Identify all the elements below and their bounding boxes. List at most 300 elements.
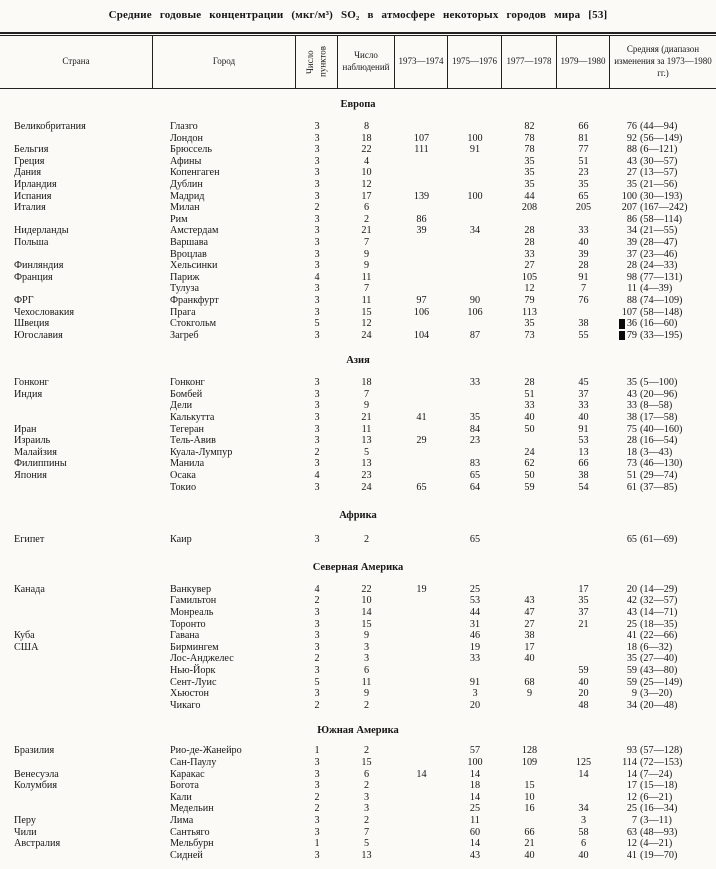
average-cell <box>610 642 716 654</box>
country-cell: Бразилия <box>14 745 55 757</box>
average-value: 35 <box>626 377 637 389</box>
value-1979-1980-cell <box>557 214 610 226</box>
table-row <box>0 283 716 295</box>
average-cell <box>610 677 716 689</box>
observations-cell: 15 <box>361 306 372 318</box>
average-range: (72—153) <box>640 756 683 768</box>
points-cell: 3 <box>314 400 320 412</box>
observations-cell: 7 <box>363 826 370 838</box>
average-value: 7 <box>631 814 637 826</box>
average-value: 35 <box>626 178 637 190</box>
value-1979-1980-cell <box>557 745 610 757</box>
value-1977-1978-cell: 27 <box>524 260 535 272</box>
average-value: 11 <box>627 283 637 295</box>
average-value: 33 <box>626 400 637 412</box>
value-1975-1976-cell: 44 <box>469 607 481 618</box>
average-value: 35 <box>626 653 637 665</box>
value-1975-1976-cell <box>448 214 502 226</box>
country-cell <box>0 792 153 804</box>
observations-cell: 8 <box>363 121 370 132</box>
value-1975-1976-cell <box>448 237 502 249</box>
table-row <box>0 400 716 412</box>
average-cell <box>610 653 716 665</box>
city-cell: Лондон <box>170 132 203 144</box>
value-1977-1978-cell: 40 <box>524 849 535 861</box>
average-cell <box>610 121 716 133</box>
value-1973-1974-cell <box>395 642 448 654</box>
country-cell: Индия <box>14 388 43 400</box>
table-row <box>0 757 716 769</box>
country-cell <box>0 619 153 631</box>
value-1975-1976-cell: 91 <box>469 676 481 688</box>
observations-cell: 14 <box>361 607 372 618</box>
country-cell: Чехословакия <box>14 306 75 318</box>
value-1973-1974-cell <box>395 827 448 839</box>
country-cell: Испания <box>14 190 52 202</box>
table-row <box>0 838 716 850</box>
value-1979-1980-cell: 40 <box>578 236 589 248</box>
col-header-1975-1976: 1975—1976 <box>448 36 502 88</box>
average-cell <box>610 815 716 827</box>
value-1977-1978-cell: 50 <box>524 423 535 435</box>
country-cell: ФРГ <box>14 294 34 306</box>
value-1973-1974-cell <box>395 377 448 389</box>
average-cell <box>610 424 716 436</box>
city-cell: Франкфурт <box>170 294 219 306</box>
average-value: 38 <box>626 412 637 424</box>
average-range: (43—80) <box>640 664 678 676</box>
average-range: (3—43) <box>640 446 673 458</box>
table-row <box>0 458 716 470</box>
points-cell: 3 <box>314 423 320 435</box>
value-1977-1978-cell <box>502 435 557 447</box>
value-1977-1978-cell: 47 <box>524 607 535 618</box>
observations-cell: 5 <box>363 838 370 850</box>
value-1973-1974-cell: 39 <box>416 225 427 237</box>
value-1979-1980-cell: 54 <box>578 481 589 493</box>
city-cell: Тегеран <box>170 423 204 435</box>
city-cell: Каир <box>170 534 192 546</box>
city-cell: Нью-Йорк <box>170 664 216 676</box>
average-value: 34 <box>626 225 637 237</box>
city-cell: Тулуза <box>170 283 200 295</box>
value-1973-1974-cell <box>395 850 448 862</box>
table-row <box>0 179 716 191</box>
points-cell: 3 <box>314 780 320 792</box>
average-cell <box>610 534 716 546</box>
value-1977-1978-cell <box>502 769 557 781</box>
observations-cell: 4 <box>363 155 370 167</box>
average-cell <box>610 237 716 249</box>
city-cell: Лима <box>170 814 194 826</box>
average-cell <box>610 225 716 237</box>
observations-cell: 7 <box>363 388 370 400</box>
value-1973-1974-cell: 41 <box>416 412 427 424</box>
city-cell: Чикаго <box>170 699 201 711</box>
value-1977-1978-cell <box>502 534 557 546</box>
city-cell: Мадрид <box>170 190 205 202</box>
value-1977-1978-cell: 21 <box>524 838 535 850</box>
points-cell: 3 <box>314 190 320 202</box>
value-1979-1980-cell: 34 <box>578 803 589 815</box>
value-1977-1978-cell: 38 <box>524 630 535 642</box>
points-cell: 3 <box>314 630 320 642</box>
value-1979-1980-cell: 13 <box>578 446 589 458</box>
city-cell: Монреаль <box>170 607 214 618</box>
table-row <box>0 389 716 401</box>
country-cell <box>0 595 153 607</box>
average-range: (74—109) <box>640 294 683 306</box>
country-cell <box>0 482 153 494</box>
value-1973-1974-cell <box>395 607 448 619</box>
country-cell <box>0 249 153 261</box>
points-cell: 3 <box>314 814 320 826</box>
city-cell: Медельин <box>170 803 214 815</box>
value-1977-1978-cell: 62 <box>524 458 535 470</box>
section-title: Европа <box>340 99 376 110</box>
table-row <box>0 424 716 436</box>
value-1973-1974-cell: 19 <box>416 583 427 595</box>
value-1973-1974-cell <box>395 121 448 133</box>
value-1977-1978-cell: 59 <box>524 481 535 493</box>
value-1979-1980-cell: 59 <box>578 664 589 676</box>
value-1973-1974-cell <box>395 260 448 272</box>
value-1977-1978-cell <box>502 665 557 677</box>
average-cell <box>610 167 716 179</box>
country-cell <box>0 757 153 769</box>
country-cell: Нидерланды <box>14 225 69 237</box>
average-cell <box>610 780 716 792</box>
average-value: 9 <box>631 688 637 700</box>
table-row <box>0 295 716 307</box>
value-1975-1976-cell: 100 <box>467 190 483 202</box>
country-cell <box>0 688 153 700</box>
observations-cell: 21 <box>361 412 372 424</box>
average-range: (24—33) <box>640 260 678 272</box>
observations-cell: 6 <box>363 664 370 676</box>
points-cell: 3 <box>314 248 320 260</box>
value-1977-1978-cell: 44 <box>524 190 535 202</box>
average-range: (6—121) <box>640 144 678 156</box>
country-cell: Югославия <box>14 329 63 341</box>
value-1975-1976-cell: 31 <box>469 618 481 630</box>
points-cell: 4 <box>314 271 320 283</box>
table-row <box>0 619 716 631</box>
points-cell: 3 <box>314 178 320 190</box>
average-range: (3—20) <box>640 688 673 700</box>
points-cell: 4 <box>314 583 320 595</box>
value-1973-1974-cell <box>395 803 448 815</box>
average-range: (4—21) <box>640 838 673 850</box>
table-row <box>0 630 716 642</box>
observations-cell: 2 <box>363 213 370 225</box>
table-row <box>0 447 716 459</box>
value-1973-1974-cell <box>395 815 448 827</box>
average-cell <box>610 412 716 424</box>
average-value: 73 <box>626 458 637 470</box>
average-range: (17—58) <box>640 412 678 424</box>
value-1977-1978-cell: 35 <box>524 178 535 190</box>
country-cell <box>0 653 153 665</box>
table-row <box>0 815 716 827</box>
city-cell: Торонто <box>170 618 206 630</box>
observations-cell: 11 <box>361 271 372 283</box>
points-cell: 5 <box>314 676 320 688</box>
observations-cell: 9 <box>363 260 370 272</box>
average-range: (61—69) <box>640 534 678 546</box>
points-cell: 2 <box>314 803 320 815</box>
country-cell: Израиль <box>14 435 51 447</box>
average-value: 207 <box>621 202 637 214</box>
value-1975-1976-cell: 53 <box>469 595 481 607</box>
table-row <box>0 412 716 424</box>
observations-cell: 12 <box>361 318 372 330</box>
observations-cell: 11 <box>361 676 372 688</box>
value-1973-1974-cell <box>395 179 448 191</box>
observations-cell: 18 <box>361 377 372 389</box>
table-row <box>0 156 716 168</box>
average-range: (32—57) <box>640 595 678 607</box>
city-cell: Загреб <box>170 329 199 341</box>
average-range: (21—56) <box>640 178 678 190</box>
value-1977-1978-cell: 50 <box>524 470 535 482</box>
country-cell <box>0 283 153 295</box>
value-1979-1980-cell: 37 <box>578 388 589 400</box>
points-cell: 2 <box>314 699 320 711</box>
average-value: 39 <box>626 236 637 248</box>
table-row <box>0 249 716 261</box>
value-1975-1976-cell <box>448 202 502 214</box>
country-cell <box>0 665 153 677</box>
average-value: 18 <box>626 641 637 653</box>
average-value: 88 <box>626 144 637 156</box>
col-header-city: Город <box>153 36 296 88</box>
value-1979-1980-cell: 91 <box>578 423 589 435</box>
table-row <box>0 769 716 781</box>
city-cell: Богота <box>170 780 199 792</box>
country-cell: Дания <box>14 167 42 179</box>
value-1975-1976-cell <box>448 272 502 284</box>
section-title: Южная Америка <box>317 725 399 737</box>
table-row <box>0 214 716 226</box>
points-cell: 3 <box>314 294 320 306</box>
average-value: 17 <box>626 780 637 792</box>
table-row <box>0 803 716 815</box>
value-1975-1976-cell: 46 <box>469 630 481 642</box>
country-cell: Венесуэла <box>14 768 59 780</box>
average-range: (20—48) <box>640 699 678 711</box>
col-header-average: Средняя (диапазон изменения за 1973—1980 гг.) <box>614 44 712 78</box>
average-range: (57—128) <box>640 745 683 757</box>
value-1975-1976-cell: 91 <box>469 144 481 156</box>
value-1975-1976-cell <box>448 447 502 459</box>
col-header-observations: Число наблюдений <box>338 36 395 88</box>
country-cell: Гонконг <box>14 377 49 389</box>
observations-cell: 3 <box>363 641 370 653</box>
value-1973-1974-cell <box>395 630 448 642</box>
table-row <box>0 584 716 596</box>
observations-cell: 9 <box>363 688 370 700</box>
average-value: 59 <box>626 676 637 688</box>
value-1973-1974-cell <box>395 757 448 769</box>
average-value: 86 <box>626 213 637 225</box>
average-cell <box>610 458 716 470</box>
value-1973-1974-cell <box>395 780 448 792</box>
table-row <box>0 850 716 862</box>
average-value: 20 <box>626 583 637 595</box>
observations-cell: 21 <box>361 225 372 237</box>
value-1975-1976-cell: 14 <box>469 838 481 850</box>
value-1973-1974-cell: 97 <box>416 294 427 306</box>
value-1973-1974-cell <box>395 838 448 850</box>
value-1979-1980-cell: 66 <box>578 121 589 132</box>
average-range: (16—54) <box>640 435 678 447</box>
value-1979-1980-cell: 35 <box>578 595 589 607</box>
average-value: 28 <box>626 435 637 447</box>
value-1975-1976-cell: 18 <box>469 780 481 792</box>
value-1979-1980-cell: 23 <box>578 167 589 179</box>
value-1979-1980-cell: 66 <box>578 458 589 470</box>
average-value: 34 <box>626 699 637 711</box>
table-row <box>0 144 716 156</box>
average-cell <box>610 584 716 596</box>
value-1977-1978-cell: 12 <box>524 283 535 295</box>
value-1979-1980-cell: 38 <box>578 470 589 482</box>
average-cell <box>610 156 716 168</box>
average-value: 100 <box>621 190 637 202</box>
observations-cell: 13 <box>361 435 372 447</box>
city-cell: Варшава <box>170 236 208 248</box>
value-1977-1978-cell: 40 <box>524 412 535 424</box>
average-cell <box>610 179 716 191</box>
points-cell: 5 <box>314 318 320 330</box>
value-1977-1978-cell: 78 <box>524 144 535 156</box>
city-cell: Токио <box>170 481 197 493</box>
average-value: 51 <box>626 470 637 482</box>
value-1975-1976-cell: 64 <box>469 481 481 493</box>
average-value: 36 <box>626 318 637 330</box>
points-cell: 3 <box>314 534 320 546</box>
average-value: 61 <box>626 481 637 493</box>
points-cell: 3 <box>314 155 320 167</box>
average-cell <box>610 144 716 156</box>
ink-blot-artifact <box>619 331 625 341</box>
average-value: 41 <box>626 630 637 642</box>
value-1977-1978-cell: 40 <box>524 653 535 665</box>
value-1979-1980-cell: 28 <box>578 260 589 272</box>
table-row <box>0 780 716 792</box>
value-1973-1974-cell <box>395 237 448 249</box>
city-cell: Дели <box>170 400 193 412</box>
points-cell: 3 <box>314 826 320 838</box>
country-cell: Колумбия <box>14 780 58 792</box>
value-1979-1980-cell: 20 <box>578 688 589 700</box>
country-cell: Египет <box>14 534 45 546</box>
average-cell <box>610 607 716 619</box>
col-header-1973-1974: 1973—1974 <box>395 36 448 88</box>
country-cell: Япония <box>14 470 47 482</box>
city-cell: Бомбей <box>170 388 203 400</box>
country-cell: Куба <box>14 630 35 642</box>
value-1973-1974-cell: 107 <box>413 132 430 144</box>
observations-cell: 2 <box>363 745 370 757</box>
value-1977-1978-cell: 16 <box>524 803 535 815</box>
value-1979-1980-cell: 40 <box>578 412 589 424</box>
points-cell: 2 <box>314 446 320 458</box>
points-cell: 3 <box>314 144 320 156</box>
average-cell <box>610 389 716 401</box>
city-cell: Гавана <box>170 630 200 642</box>
col-header-points: Число пунктов <box>296 36 338 88</box>
average-range: (15—18) <box>640 780 678 792</box>
value-1975-1976-cell <box>448 318 502 330</box>
average-value: 25 <box>626 618 637 630</box>
average-range: (44—94) <box>640 121 678 132</box>
average-range: (28—47) <box>640 236 678 248</box>
table-row <box>0 307 716 319</box>
observations-cell: 3 <box>363 653 370 665</box>
value-1977-1978-cell: 24 <box>524 446 535 458</box>
value-1979-1980-cell <box>557 630 610 642</box>
points-cell: 3 <box>314 641 320 653</box>
table-row <box>0 272 716 284</box>
average-value: 79 <box>626 329 637 341</box>
country-cell: Италия <box>14 202 46 214</box>
city-cell: Амстердам <box>170 225 219 237</box>
value-1973-1974-cell <box>395 700 448 712</box>
observations-cell: 7 <box>363 236 370 248</box>
value-1975-1976-cell <box>448 121 502 133</box>
average-range: (22—66) <box>640 630 678 642</box>
points-cell: 3 <box>314 225 320 237</box>
average-cell <box>610 665 716 677</box>
value-1979-1980-cell <box>557 307 610 319</box>
average-cell <box>610 249 716 261</box>
value-1979-1980-cell: 48 <box>578 699 589 711</box>
country-cell <box>0 677 153 689</box>
average-range: (18—35) <box>640 618 678 630</box>
value-1975-1976-cell: 106 <box>467 306 483 318</box>
value-1977-1978-cell <box>502 815 557 827</box>
points-cell: 3 <box>314 688 320 700</box>
value-1977-1978-cell: 109 <box>521 756 538 768</box>
value-1975-1976-cell: 84 <box>469 423 481 435</box>
observations-cell: 6 <box>363 768 370 780</box>
value-1975-1976-cell: 11 <box>470 814 480 826</box>
average-cell <box>610 214 716 226</box>
value-1977-1978-cell: 17 <box>524 641 535 653</box>
city-cell: Калькутта <box>170 412 215 424</box>
observations-cell: 11 <box>361 294 372 306</box>
average-range: (14—29) <box>640 583 678 595</box>
value-1975-1976-cell: 57 <box>469 745 481 757</box>
city-cell: Вроцлав <box>170 248 207 260</box>
country-cell: Филиппины <box>14 458 67 470</box>
average-value: 18 <box>626 446 637 458</box>
value-1975-1976-cell: 20 <box>469 699 481 711</box>
table-row <box>0 121 716 133</box>
country-cell: Бельгия <box>14 144 49 156</box>
average-value: 25 <box>626 803 637 815</box>
country-cell: Перу <box>14 814 36 826</box>
value-1979-1980-cell: 40 <box>578 676 589 688</box>
average-range: (33—195) <box>640 329 683 341</box>
value-1979-1980-cell <box>557 642 610 654</box>
country-cell: Иран <box>14 423 37 435</box>
value-1977-1978-cell <box>502 214 557 226</box>
table-row <box>0 318 716 330</box>
section-title: Азия <box>346 355 370 367</box>
